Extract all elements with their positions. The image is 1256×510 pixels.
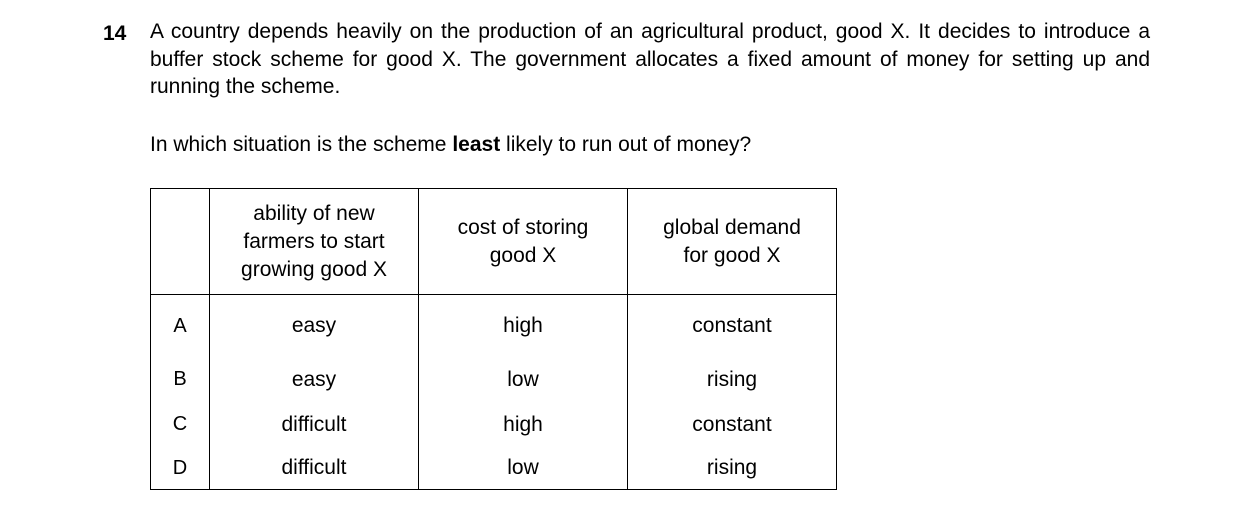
cell-ability: easy [210, 295, 419, 358]
cell-cost: high [419, 402, 628, 447]
question-stem: A country depends heavily on the production of an agricultural product, good X. It decides to introduce a buffer stock scheme for good X. The government allocates a fixed amount of money for setting up and running the scheme. [150, 20, 1150, 98]
header-cost: cost of storing good X [419, 189, 628, 295]
prompt-emphasis: least [452, 133, 501, 156]
header-row [151, 189, 837, 295]
cell-demand: constant [628, 402, 837, 447]
options-table [150, 188, 837, 490]
cell-ability: difficult [210, 447, 419, 490]
question-prompt [150, 131, 751, 158]
header-demand: global demand for good X [628, 189, 837, 295]
option-row-d [151, 447, 837, 490]
option-row-c [151, 402, 837, 447]
cell-ability: easy [210, 357, 419, 402]
option-letter: D [151, 447, 210, 490]
option-letter: C [151, 402, 210, 447]
header-blank [151, 189, 210, 295]
prompt-text-before: In which situation is the scheme [150, 133, 453, 156]
option-row-a [151, 295, 837, 358]
option-row-b [151, 357, 837, 402]
cell-cost: low [419, 357, 628, 402]
cell-demand: rising [628, 447, 837, 490]
prompt-text-after: likely to run out of money? [500, 133, 752, 156]
header-ability: ability of new farmers to start growing good X [210, 189, 419, 295]
cell-ability: difficult [210, 402, 419, 447]
cell-cost: low [419, 447, 628, 490]
option-letter: B [151, 357, 210, 402]
question-number: 14 [103, 22, 127, 45]
cell-demand: rising [628, 357, 837, 402]
cell-demand: constant [628, 295, 837, 358]
cell-cost: high [419, 295, 628, 358]
option-letter: A [151, 295, 210, 358]
